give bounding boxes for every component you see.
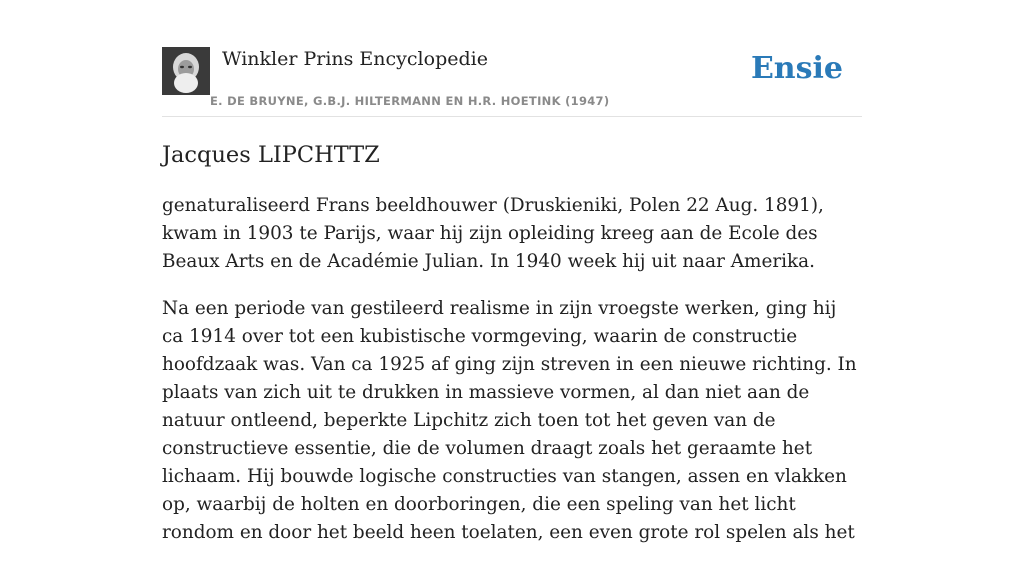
ensie-logo-link[interactable]: Ensie bbox=[750, 51, 843, 86]
entry-content bbox=[162, 192, 862, 566]
site-title[interactable]: Winkler Prins Encyclopedie bbox=[222, 48, 488, 70]
page-container bbox=[162, 0, 862, 543]
site-header bbox=[162, 0, 862, 117]
entry-paragraph: genaturaliseerd Frans beeldhouwer (Druskieniki, Polen 22 Aug. 1891), kwam in 1903 te Parijs, waar hij zijn opleiding kreeg aan de Ecole des Beaux Arts en de Académie Julian. In 1940 week hij uit naar Amerika. bbox=[162, 195, 824, 272]
authors-line: E. DE BRUYNE, G.B.J. HILTERMANN EN H.R. HOETINK (1947) bbox=[210, 94, 610, 108]
author-portrait-icon[interactable] bbox=[162, 47, 210, 95]
entry-title: Jacques LIPCHTTZ bbox=[162, 142, 380, 168]
entry-paragraph: Na een periode van gestileerd realisme in zijn vroegste werken, ging hij ca 1914 over tot een kubistische vormgeving, waarin de constructie hoofdzaak was. Van ca 1925 af ging zijn streven in een nieuwe richting. In plaats van zich uit te drukken in massieve vormen, al dan niet aan de natuur ontleend, beperkte Lipchitz zich toen tot het geven van de constructieve essentie, die de volumen draagt zoals het geraamte het lichaam. Hij bouwde logische constructies van stangen, assen en vlakken op, waarbij de holten en doorboringen, die een speling van het licht rondom en door het beeld heen toelaten, een even grote rol spelen als het bbox=[162, 298, 857, 543]
